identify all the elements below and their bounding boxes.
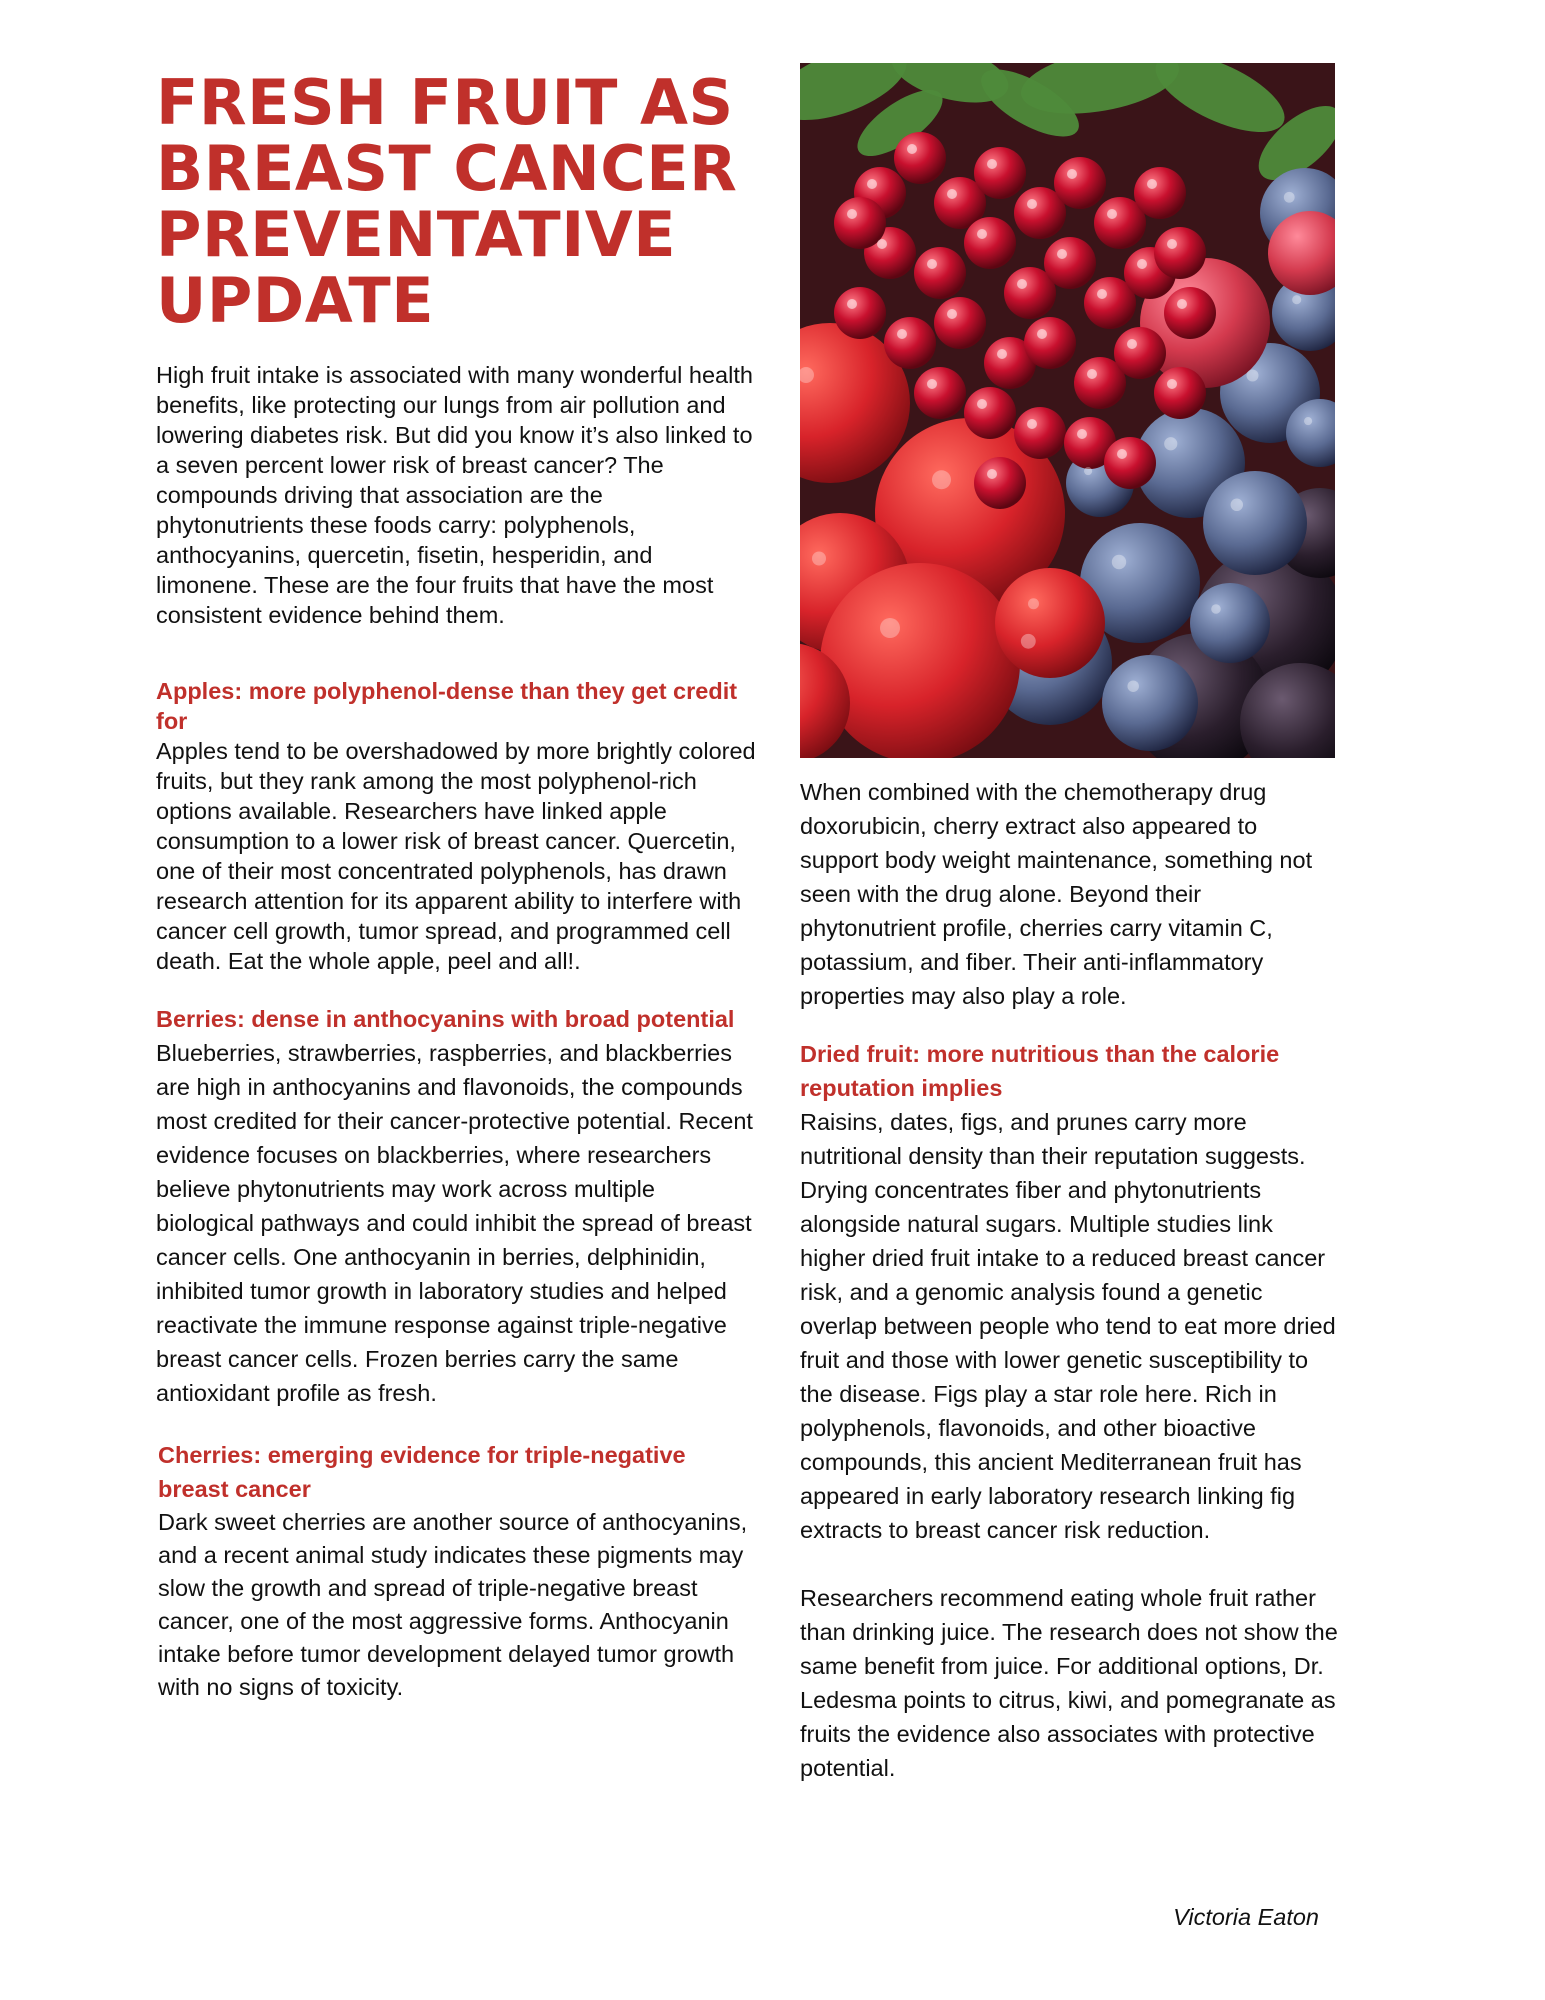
- strawberry-highlight-1: [932, 470, 951, 489]
- cherries-heading: Cherries: emerging evidence for triple-negative breast cancer: [158, 1442, 686, 1502]
- currant-highlight-23: [1167, 379, 1177, 389]
- currant-29: [974, 457, 1026, 509]
- blueberry-4: [1203, 471, 1307, 575]
- currant-1: [894, 132, 946, 184]
- currant-highlight-31: [1167, 239, 1177, 249]
- dried-fruit-paragraph: Raisins, dates, figs, and prunes carry more nutritional density than their reputation suggests. Drying concentrates fiber and phytonutrients alongside natural sugars. Multiple studies link higher dried fruit intake to a reduced breast cancer risk, and a genomic analysis found a genetic overlap between people who tend to eat more dried fruit and those with lower genetic susceptibility to the disease. Figs play a star role here. Rich in polyphenols, flavonoids, and other bioactive compounds, this ancient Mediterranean fruit has appeared in early laboratory research linking fig extracts to breast cancer risk reduction.: [800, 1109, 1336, 1543]
- currant-highlight-19: [997, 349, 1007, 359]
- blueberry-highlight-5: [1112, 555, 1126, 569]
- strawberry-3: [820, 563, 1020, 758]
- currant-highlight-21: [1087, 369, 1097, 379]
- closing-paragraph: Researchers recommend eating whole fruit rather than drinking juice. The research does not show the same benefit from juice. For additional options, Dr. Ledesma points to citrus, kiwi, and pomegranate as fruits the evidence also associates with protective potential.: [800, 1585, 1338, 1781]
- currant-highlight-8: [877, 239, 887, 249]
- right-column: [800, 775, 1340, 1785]
- currant-3: [974, 147, 1026, 199]
- blueberry-highlight-3: [1164, 437, 1177, 450]
- currant-20: [1024, 317, 1076, 369]
- blueberry-9: [1190, 583, 1270, 663]
- currant-26: [1014, 407, 1066, 459]
- currant-highlight-22: [1127, 339, 1137, 349]
- currant-highlight-15: [1177, 299, 1187, 309]
- currant-5: [1054, 157, 1106, 209]
- berries-paragraph: Blueberries, strawberries, raspberries, and blackberries are high in anthocyanins and flavonoids, the compounds most credited for their cancer-protective potential. Recent evidence focuses on blackberries, where researchers believe phytonutrients may work across multiple biological pathways and could inhibit the spread of breast cancer cells. One anthocyanin in berries, delphinidin, inhibited tumor growth in laboratory studies and helped reactivate the immune response against triple-negative breast cancer cells. Frozen berries carry the same antioxidant profile as fresh.: [156, 1040, 753, 1406]
- currant-highlight-9: [927, 259, 937, 269]
- currant-16: [834, 287, 886, 339]
- cherries-continued-paragraph: When combined with the chemotherapy drug doxorubicin, cherry extract also appeared to support body weight maintenance, something not seen with the drug alone. Beyond their phytonutrient profile, cherries carry vitamin C, potassium, and fiber. Their anti-inflammatory properties may also play a role.: [800, 779, 1313, 1009]
- blueberry-highlight-7: [1127, 680, 1139, 692]
- currant-highlight-13: [1097, 289, 1107, 299]
- currant-10: [964, 217, 1016, 269]
- currant-23: [1154, 367, 1206, 419]
- currant-highlight-29: [987, 469, 997, 479]
- article-title: FRESH FRUIT AS BREAST CANCER PREVENTATIVE UPDATE: [156, 66, 738, 337]
- currant-highlight-0: [867, 179, 877, 189]
- blueberry-highlight-8: [1304, 417, 1312, 425]
- currant-highlight-24: [927, 379, 937, 389]
- currant-highlight-26: [1027, 419, 1037, 429]
- currant-highlight-17: [897, 329, 907, 339]
- currant-highlight-16: [847, 299, 857, 309]
- currant-highlight-10: [977, 229, 987, 239]
- berries-photo: [800, 63, 1335, 758]
- berries-heading: Berries: dense in anthocyanins with broad potential: [156, 1006, 735, 1032]
- currant-24: [914, 367, 966, 419]
- left-column: [156, 66, 756, 1704]
- currant-highlight-11: [1017, 279, 1027, 289]
- strawberry-5: [995, 568, 1105, 678]
- currant-highlight-30: [847, 209, 857, 219]
- currant-17: [884, 317, 936, 369]
- author-byline: Victoria Eaton: [1173, 1904, 1319, 1930]
- currant-highlight-4: [1027, 199, 1037, 209]
- dried-fruit-heading: Dried fruit: more nutritious than the calorie reputation implies: [800, 1041, 1280, 1101]
- strawberry-highlight-2: [812, 552, 826, 566]
- intro-paragraph: High fruit intake is associated with many wonderful health benefits, like protecting our lungs from air pollution and lowering diabetes risk. But did you know it’s also linked to a seven percent lower risk of breast cancer? The compounds driving that association are the phytonutrients these foods carry: polyphenols, anthocyanins, quercetin, fisetin, hesperidin, and limonene. These are the four fruits that have the most consistent evidence behind them.: [156, 362, 753, 628]
- currant-highlight-1: [907, 144, 917, 154]
- currant-28: [1104, 437, 1156, 489]
- blueberry-highlight-1: [1292, 295, 1301, 304]
- berries-photo-illustration: [800, 63, 1335, 758]
- currant-highlight-12: [1057, 249, 1067, 259]
- currant-highlight-3: [987, 159, 997, 169]
- currant-highlight-6: [1107, 209, 1117, 219]
- currant-highlight-2: [947, 189, 957, 199]
- blueberry-highlight-4: [1231, 499, 1243, 511]
- strawberry-highlight-5: [1028, 598, 1039, 609]
- blueberry-highlight-0: [1284, 192, 1295, 203]
- currant-highlight-20: [1037, 329, 1047, 339]
- blueberry-7: [1102, 655, 1198, 751]
- currant-9: [914, 247, 966, 299]
- cherries-paragraph: Dark sweet cherries are another source of anthocyanins, and a recent animal study indicates these pigments may slow the growth and spread of triple-negative breast cancer, one of the most aggressive forms. Anthocyanin intake before tumor development delayed tumor growth with no signs of toxicity.: [158, 1509, 748, 1700]
- blueberry-highlight-6: [1021, 634, 1036, 649]
- currant-highlight-7: [1147, 179, 1157, 189]
- currant-highlight-5: [1067, 169, 1077, 179]
- currant-22: [1114, 327, 1166, 379]
- currant-highlight-18: [947, 309, 957, 319]
- currant-31: [1154, 227, 1206, 279]
- apples-heading: Apples: more polyphenol-dense than they get credit for: [156, 678, 738, 734]
- strawberry-highlight-3: [880, 618, 900, 638]
- currant-highlight-14: [1137, 259, 1147, 269]
- currant-highlight-27: [1077, 429, 1087, 439]
- currant-12: [1044, 237, 1096, 289]
- currant-15: [1164, 287, 1216, 339]
- currant-18: [934, 297, 986, 349]
- currant-highlight-25: [977, 399, 987, 409]
- blueberry-highlight-10: [1084, 467, 1092, 475]
- currant-7: [1134, 167, 1186, 219]
- currant-highlight-28: [1117, 449, 1127, 459]
- currant-25: [964, 387, 1016, 439]
- blueberry-highlight-2: [1247, 370, 1259, 382]
- blueberry-highlight-9: [1211, 604, 1221, 614]
- apples-paragraph: Apples tend to be overshadowed by more brightly colored fruits, but they rank among the most polyphenol-rich options available. Researchers have linked apple consumption to a lower risk of breast cancer. Quercetin, one of their most concentrated polyphenols, has drawn research attention for its apparent ability to interfere with cancer cell growth, tumor spread, and programmed cell death. Eat the whole apple, peel and all!.: [156, 738, 756, 974]
